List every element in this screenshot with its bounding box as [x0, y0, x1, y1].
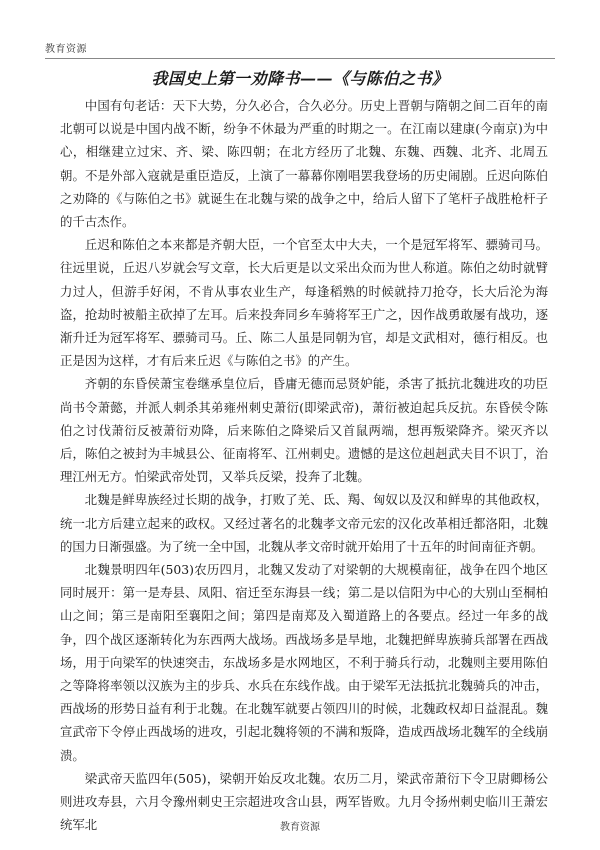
footer-label: 教育资源 — [280, 822, 320, 833]
paragraph: 丘迟和陈伯之本来都是齐朝大臣，一个官至太中大夫，一个是冠军将军、骠骑司马。往远里说，丘迟八岁就会写文章，长大后更是以文采出众而为世人称道。陈伯之幼时就臂力过人，但游手好闲，不肯从事农业生产，每逢稻熟的时候就持刀抢夺，长大后沦为海盗，抢劫时被船主砍掉了左耳。后来投奔同乡车骑将军王广之，因作战勇敢屡有战功，逐渐升迁为冠军将军、骠骑司马。丘、陈二人虽是同朝为官，却是文武相对，德行相反。也正是因为这样，才有后来丘迟《与陈伯之书》的产生。 — [60, 237, 548, 369]
paragraph: 齐朝的东昏侯萧宝卷继承皇位后，昏庸无德而忌贤妒能，杀害了抵抗北魏进攻的功臣尚书令萧懿，并派人刺杀其弟雍州刺史萧衍(即梁武帝)，萧衍被迫起兵反抗。东昏侯令陈伯之讨伐萧衍反被萧衍劝降，后来陈伯之降梁后又首鼠两端，想再叛梁降齐。梁灭齐以后，陈伯之被封为丰城县公、征南将军、江州刺史。遗憾的是这位赳赳武夫目不识丁，治理江州无方。怕梁武帝处罚，又举兵反梁，投奔了北魏。 — [60, 376, 548, 485]
header-divider — [45, 58, 555, 59]
document-body — [60, 94, 548, 837]
paragraph: 梁武帝天监四年(505)，梁朝开始反攻北魏。农历二月，梁武帝萧衍下令卫尉卿杨公则进攻寿县，六月令豫州刺史王宗超进攻含山县，两军皆败。九月令扬州刺史临川王萧宏统军北 — [60, 770, 548, 833]
paragraph: 北魏景明四年(503)农历四月，北魏又发动了对梁朝的大规模南征，战争在四个地区同时展开：第一是寿县、凤阳、宿迁至东海县一线；第二是以信阳为中心的大别山至桐柏山之间；第三是南阳至襄阳之间；第四是南郑及入蜀道路上的各要点。经过一年多的战争，四个战区逐渐转化为东西两大战场。西战场多是旱地，北魏把鲜卑族骑兵部署在西战场，用于向梁军的快速突击，东战场多是水网地区，不利于骑兵行动，北魏则主要用陈伯之等降将率领以汉族为主的步兵、水兵在东线作战。由于梁军无法抵抗北魏骑兵的冲击，西战场的形势日益有利于北魏。在北魏军就要占领四川的时候，北魏政权却日益混乱。魏宣武帝下令停止西战场的进攻，引起北魏将领的不满和叛降，造成西战场北魏军的全线崩溃。 — [60, 562, 548, 763]
paragraph: 中国有句老话：天下大势，分久必合，合久必分。历史上晋朝与隋朝之间二百年的南北朝可以说是中国内战不断，纷争不休最为严重的时期之一。在江南以建康(今南京)为中心，相继建立过宋、齐、梁、陈四朝；在北方经历了北魏、东魏、西魏、北齐、北周五朝。不是外部入寇就是重臣造反，上演了一幕幕你刚唱罢我登场的历史闹剧。丘迟向陈伯之劝降的《与陈伯之书》就诞生在北魏与梁的战争之中，给后人留下了笔杆子战胜枪杆子的千古杰作。 — [60, 98, 548, 230]
paragraph: 北魏是鲜卑族经过长期的战争，打败了羌、氐、羯、匈奴以及汉和鲜卑的其他政权，统一北方后建立起来的政权。又经过著名的北魏孝文帝元宏的汉化改革相迁都洛阳，北魏的国力日渐强盛。为了统一全中国，北魏从孝文帝时就开始用了十五年的时间南征齐朝。 — [60, 492, 548, 554]
header-label: 教育资源 — [45, 44, 87, 55]
document-title: 我国史上第一劝降书——《与陈伯之书》 — [151, 69, 449, 88]
